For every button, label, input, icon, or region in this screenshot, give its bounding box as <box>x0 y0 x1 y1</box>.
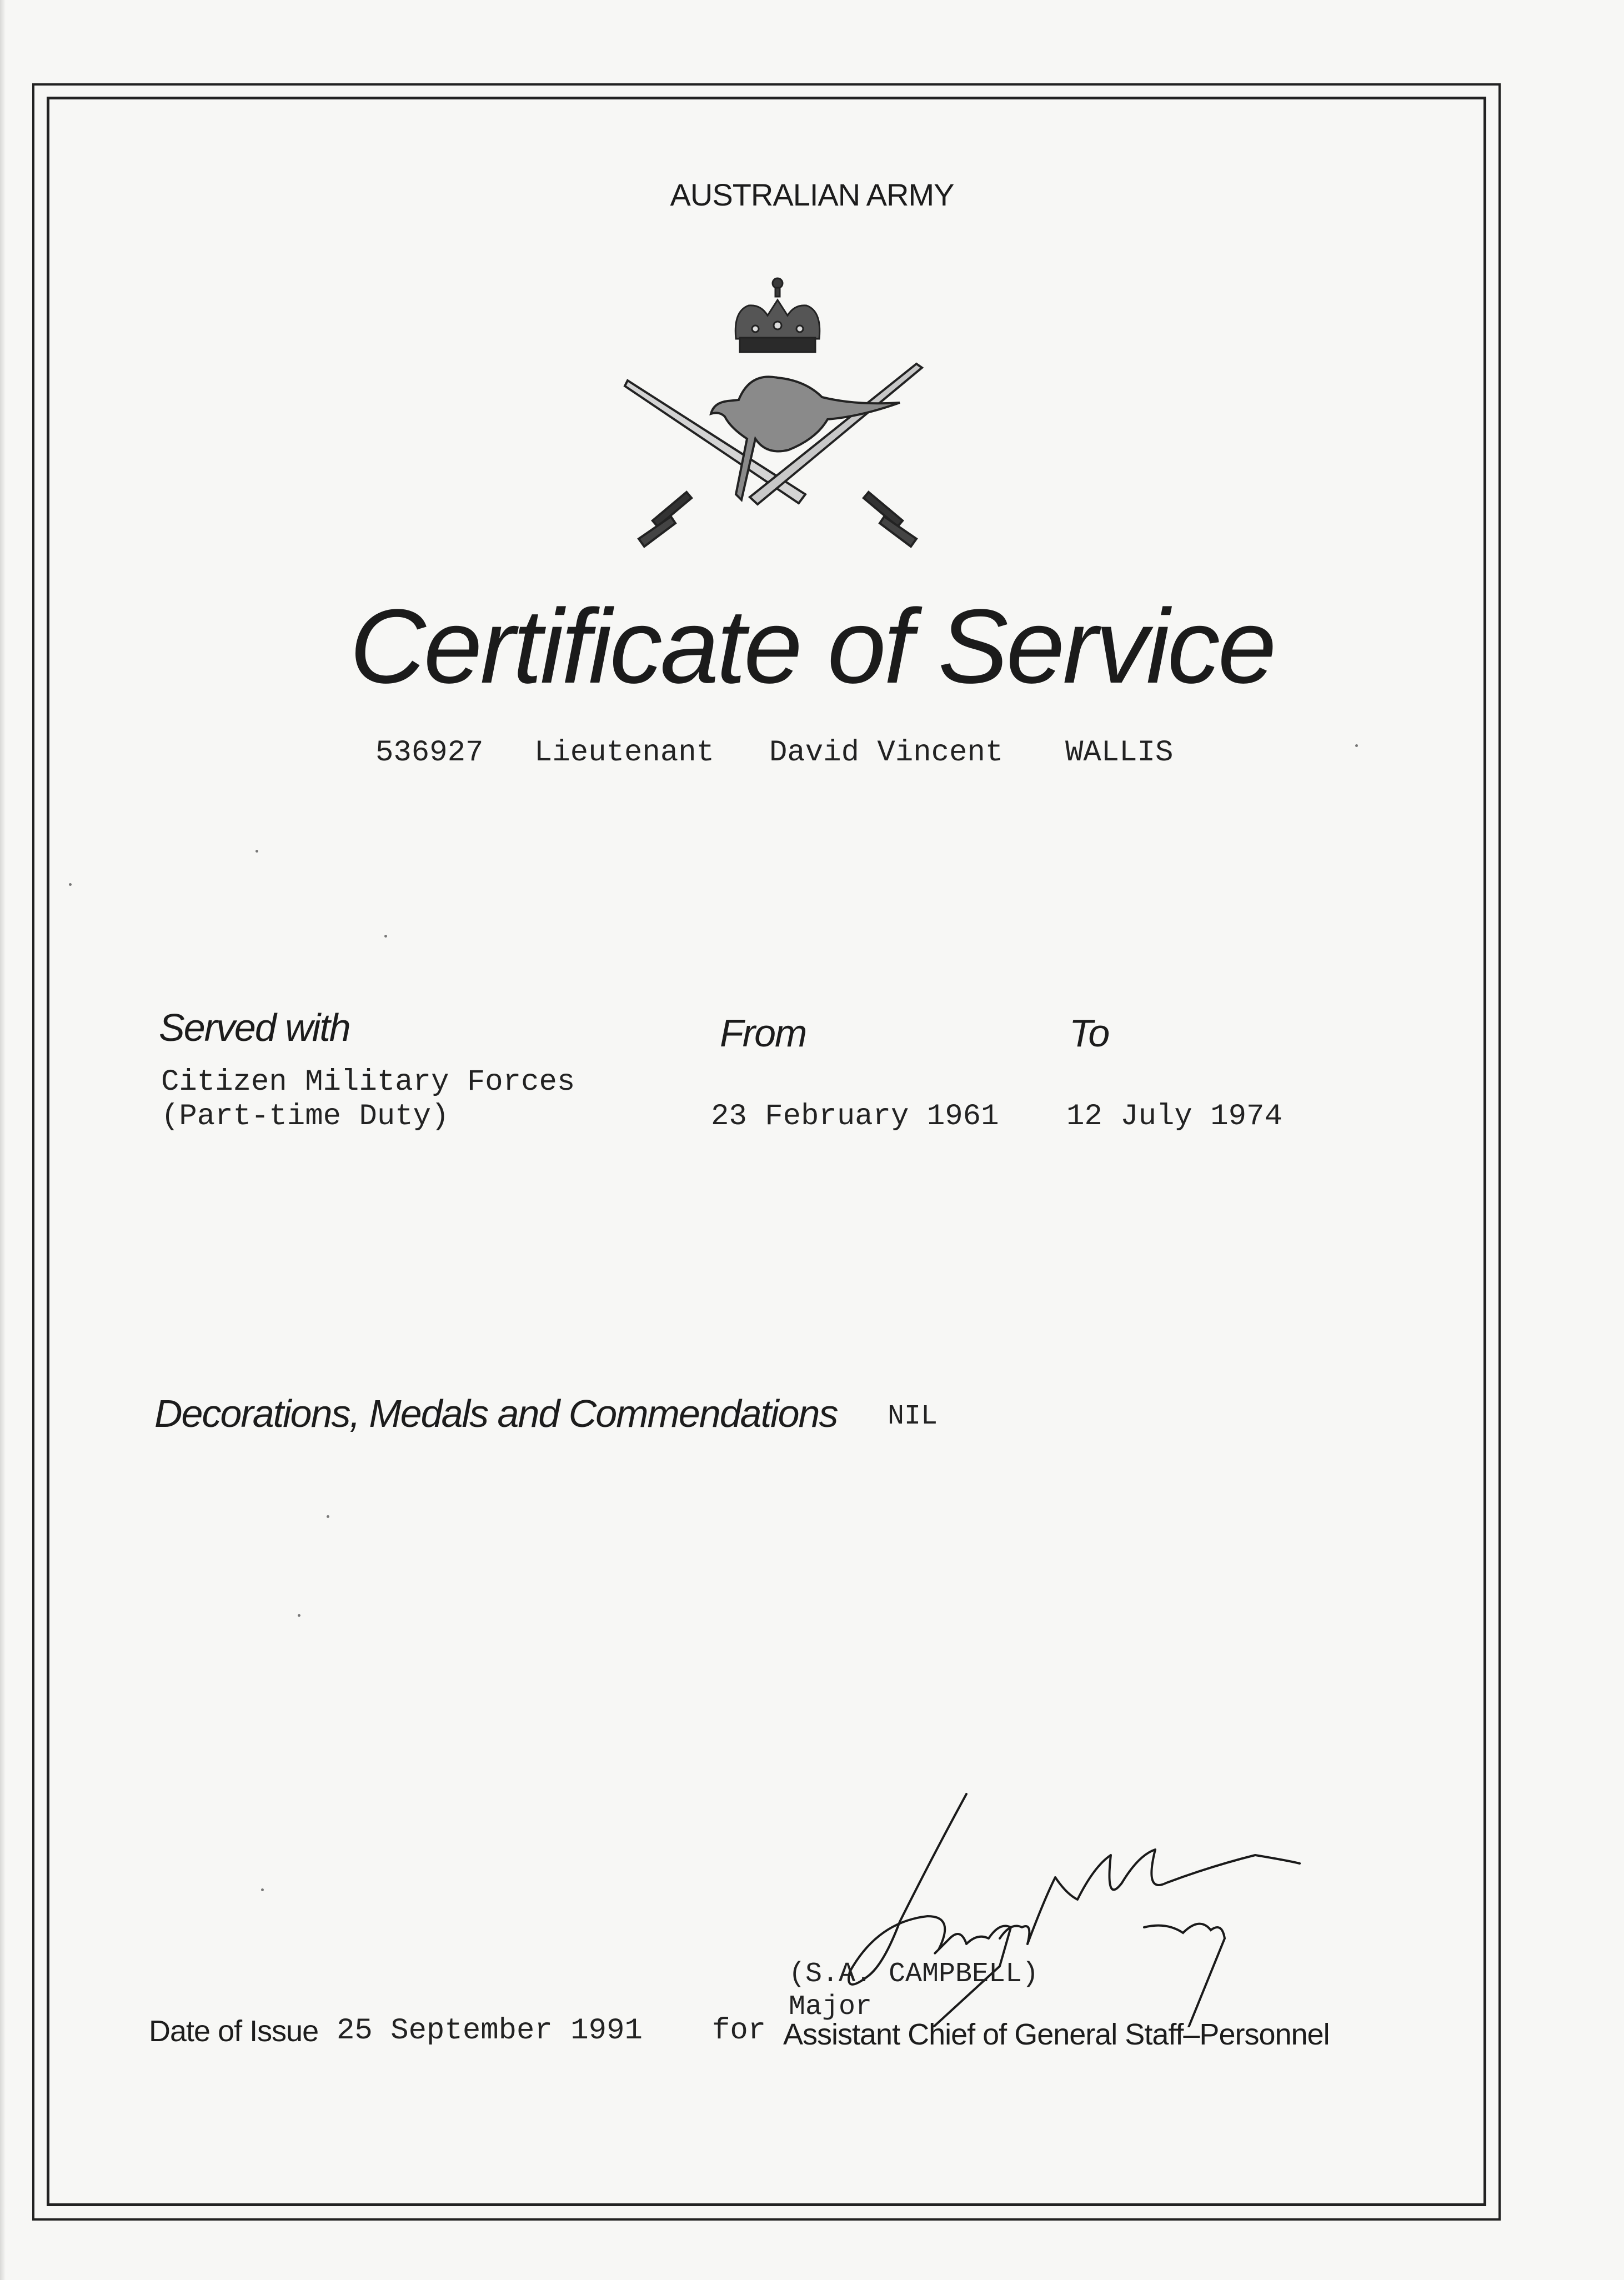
organisation-heading: AUSTRALIAN ARMY <box>670 177 954 212</box>
signatory-position: Assistant Chief of General Staff–Personnel <box>783 2018 1330 2051</box>
from-heading: From <box>720 1011 806 1055</box>
certificate-title: Certificate of Service <box>349 588 1275 705</box>
decorations-value: NIL <box>888 1401 938 1432</box>
date-of-issue-value: 25 September 1991 <box>337 2014 643 2048</box>
service-number: 536927 <box>375 736 484 770</box>
to-heading: To <box>1069 1011 1109 1055</box>
member-rank: Lieutenant <box>534 736 715 770</box>
signature-icon <box>833 1783 1305 2027</box>
member-surname: WALLIS <box>1065 736 1174 770</box>
service-to-date: 12 July 1974 <box>1066 1100 1282 1134</box>
army-rising-sun-badge-icon <box>622 272 933 561</box>
scan-speck <box>255 850 258 853</box>
signatory-for: for <box>712 2014 766 2048</box>
signatory-rank: Major <box>789 1991 873 2023</box>
page-edge-shadow <box>0 0 6 2280</box>
served-with-heading: Served with <box>159 1006 350 1049</box>
scan-speck <box>384 935 387 938</box>
member-given-names: David Vincent <box>769 736 1004 770</box>
service-from-date: 23 February 1961 <box>711 1100 999 1134</box>
date-of-issue-label: Date of Issue <box>149 2015 319 2048</box>
scan-speck <box>298 1614 300 1617</box>
scan-speck <box>261 1888 264 1891</box>
unit-name: Citizen Military Forces <box>161 1065 575 1099</box>
unit-duty-type: (Part-time Duty) <box>161 1100 449 1134</box>
decorations-heading: Decorations, Medals and Commendations <box>154 1392 838 1435</box>
signatory-name: (S.A. CAMPBELL) <box>789 1958 1039 1990</box>
scan-speck <box>69 883 72 886</box>
scan-speck <box>1355 744 1358 747</box>
scan-speck <box>327 1515 329 1518</box>
